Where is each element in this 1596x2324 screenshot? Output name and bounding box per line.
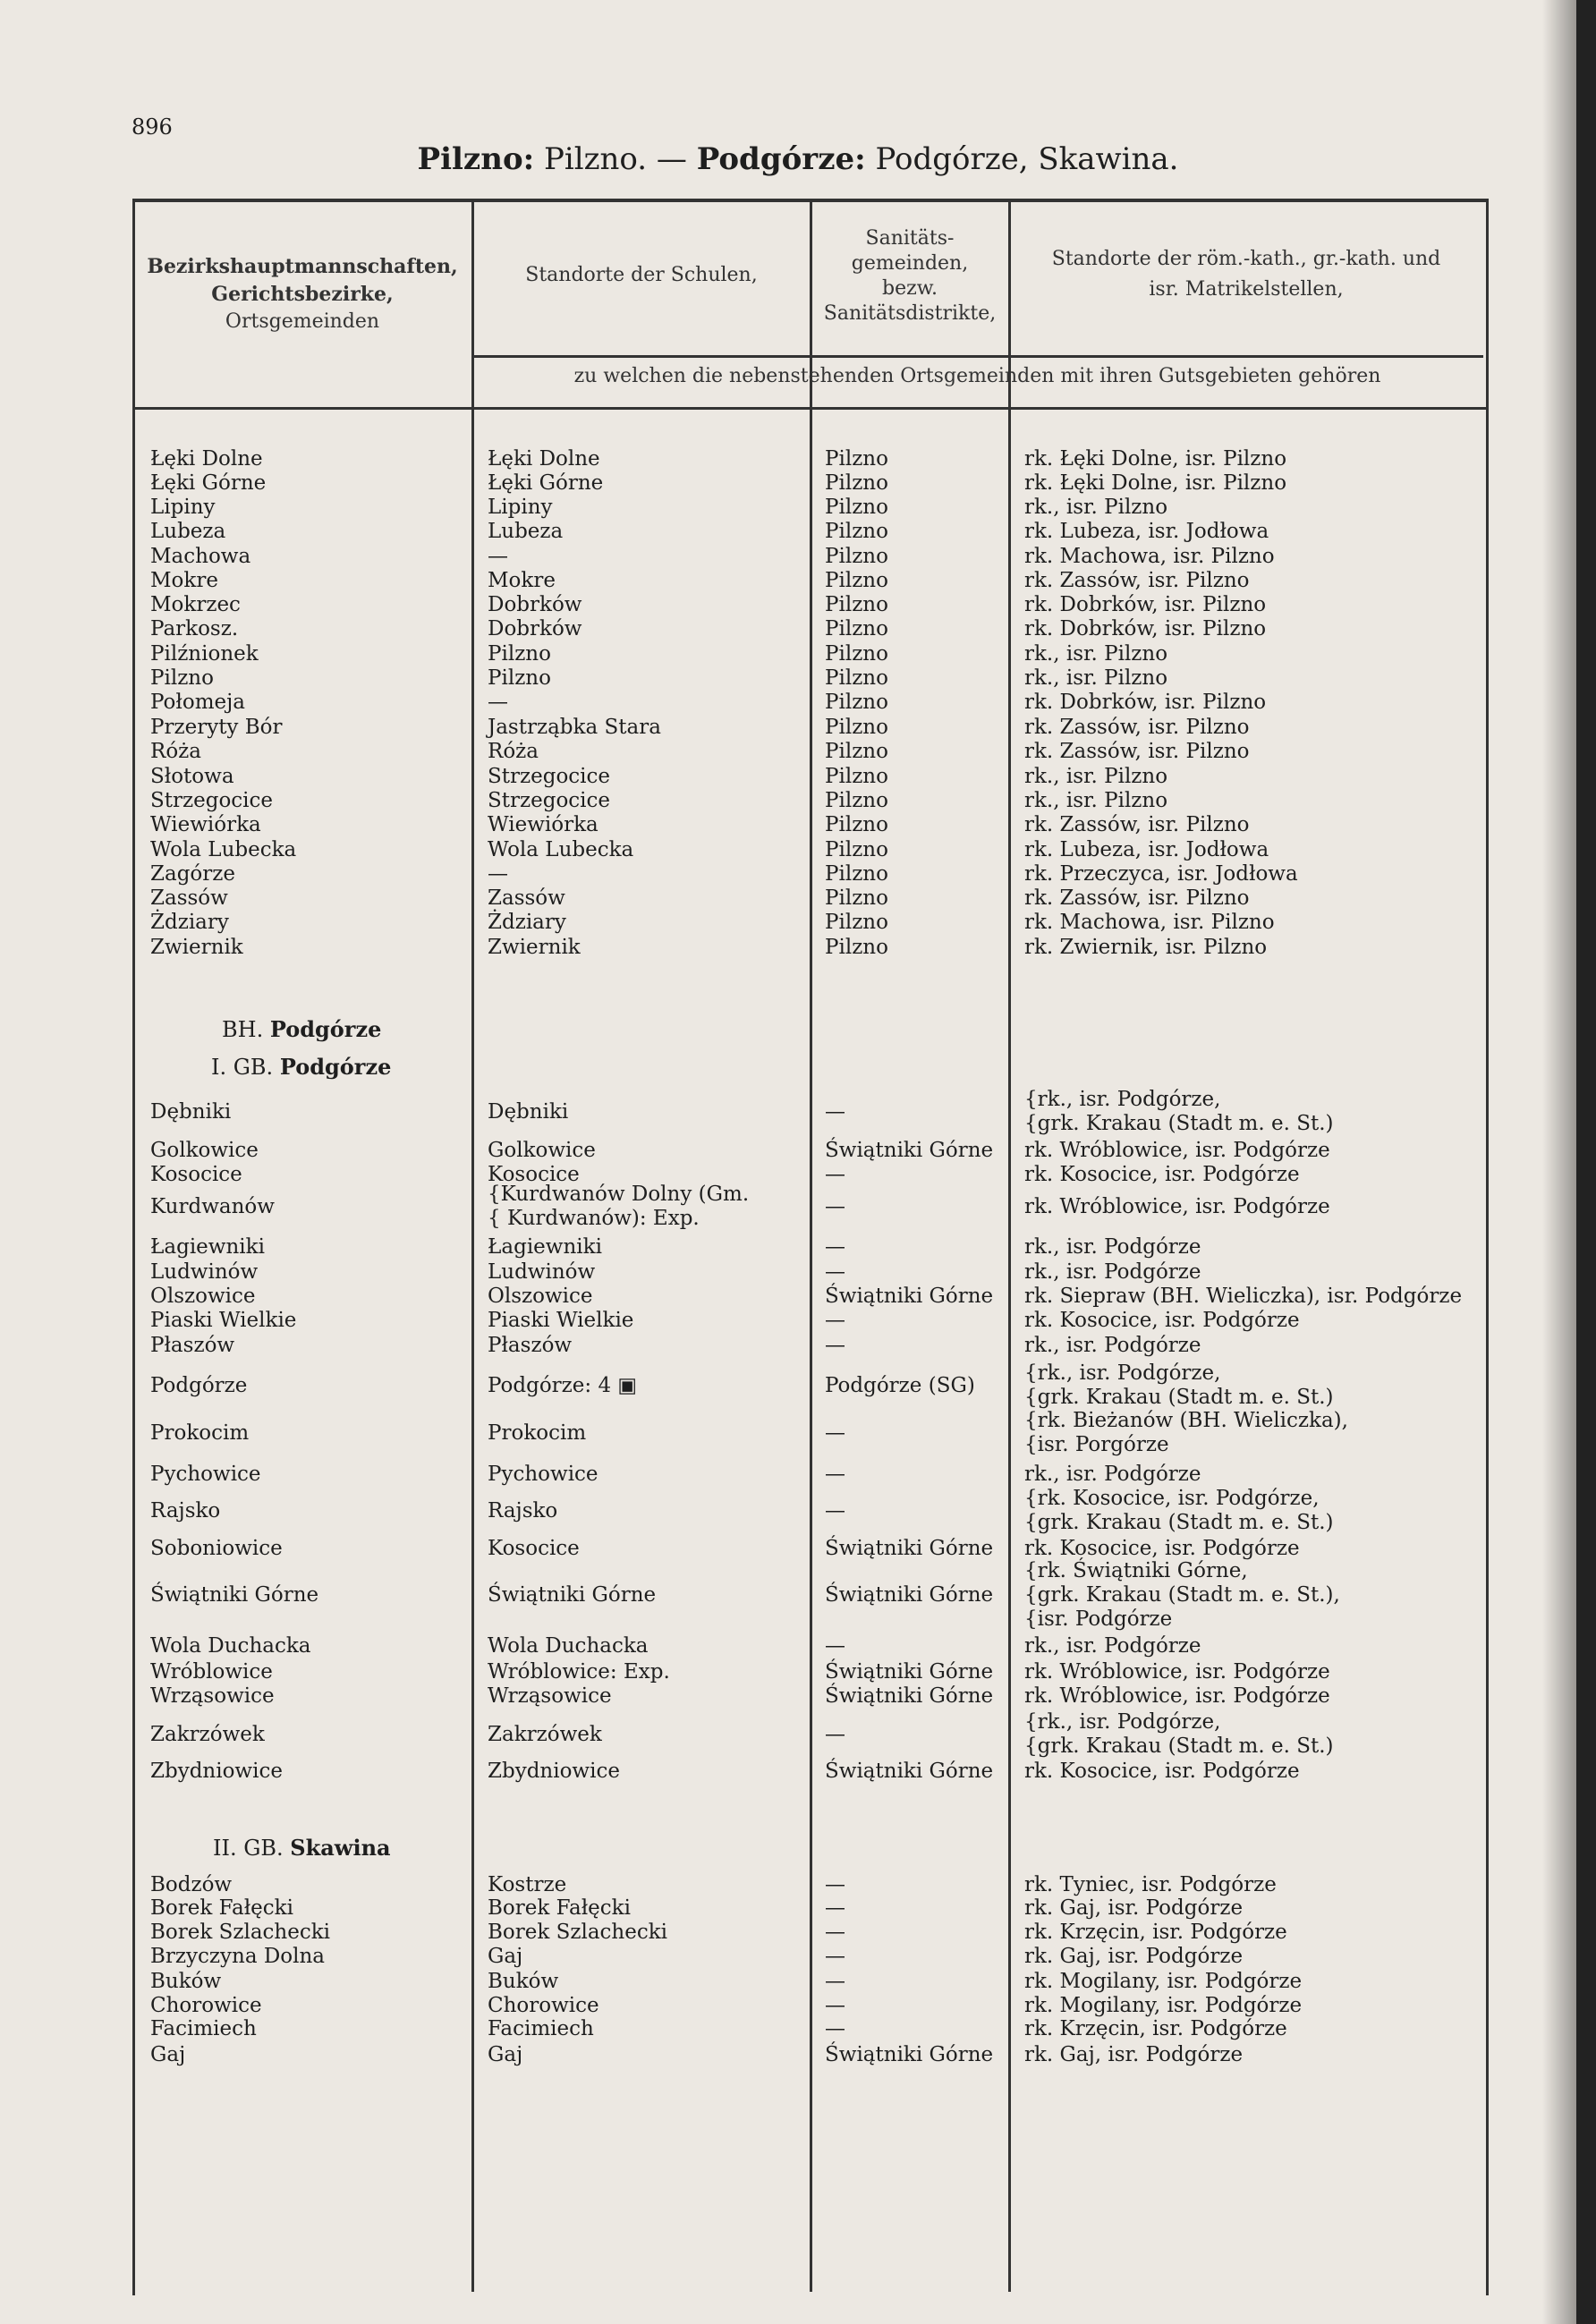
section-name: Podgórze [279, 1054, 392, 1080]
schule-cell: Ludwinów [488, 1260, 596, 1284]
schule-cell: Żdziary [488, 911, 566, 934]
section-heading-gb-skawina [213, 1835, 391, 1861]
section-prefix: II. GB. [213, 1836, 291, 1861]
schule-cell: Chorowice [488, 1994, 599, 2017]
schule-cell: Wola Duchacka [488, 1634, 649, 1658]
sanitat-cell: Pilzno [825, 716, 888, 739]
gemeinde-cell: Borek Szlachecki [150, 1921, 331, 1944]
sanitat-cell: Pilzno [825, 642, 888, 666]
matrikel-cell: rk. Dobrków, isr. Pilzno [1024, 593, 1267, 616]
sanitat-cell: Pilzno [825, 765, 888, 788]
matrikel-cell: rk. Łęki Dolne, isr. Pilzno [1024, 447, 1287, 471]
schule-cell: Piaski Wielkie [488, 1309, 634, 1332]
schule-cell: Buków [488, 1970, 559, 1993]
sanitat-cell: — [825, 1994, 845, 2017]
matrikel-cell: rk., isr. Pilzno [1024, 666, 1168, 690]
gemeinde-cell: Żdziary [150, 911, 229, 934]
schule-cell: Dębniki [488, 1100, 569, 1124]
sanitat-cell: — [825, 1634, 845, 1658]
sanitat-cell: — [825, 1195, 845, 1218]
column-rule-2 [810, 202, 812, 2292]
matrikel-cell: {rk., isr. Podgórze, [1024, 1710, 1221, 1734]
matrikel-cell: rk., isr. Podgórze [1024, 1334, 1201, 1357]
gemeinde-cell: Mokrzec [150, 593, 241, 616]
gemeinde-cell: Wróblowice [150, 1660, 273, 1684]
matrikel-cell: {grk. Krakau (Stadt m. e. St.) [1024, 1386, 1334, 1409]
sanitat-cell: Pilzno [825, 447, 888, 471]
gemeinde-cell: Kurdwanów [150, 1195, 275, 1218]
sanitat-cell: — [825, 1945, 845, 1968]
header-bottom-rule [132, 407, 1486, 410]
gemeinde-cell: Przeryty Bór [150, 716, 283, 739]
gemeinde-cell: Zwiernik [150, 936, 243, 959]
section-heading-gb-podgorze [211, 1054, 391, 1080]
gemeinde-cell: Zakrzówek [150, 1723, 265, 1746]
sanitat-cell: — [825, 1896, 845, 1920]
sanitat-cell: Pilzno [825, 911, 888, 934]
col1-line2: Gerichtsbezirke, [211, 283, 394, 306]
schule-cell: Strzegocice [488, 789, 611, 812]
matrikel-cell: rk. Wróblowice, isr. Podgórze [1024, 1684, 1330, 1708]
matrikel-cell: rk. Zassów, isr. Pilzno [1024, 740, 1250, 763]
matrikel-cell: rk., isr. Pilzno [1024, 765, 1168, 788]
matrikel-cell: {rk. Świątniki Górne, [1024, 1559, 1248, 1582]
gemeinde-cell: Łagiewniki [150, 1235, 265, 1259]
sanitat-cell: — [825, 1235, 845, 1259]
col4-line2: isr. Matrikelstellen, [1149, 278, 1344, 301]
schule-cell: — [488, 691, 508, 714]
schule-cell: Wiewiórka [488, 813, 598, 836]
sanitat-cell: Pilzno [825, 666, 888, 690]
gemeinde-cell: Dębniki [150, 1100, 232, 1124]
schule-cell: Borek Fałęcki [488, 1896, 631, 1920]
sanitat-cell: — [825, 2017, 845, 2040]
gemeinde-cell: Bodzów [150, 1873, 233, 1896]
col3-line4: Sanitätsdistrikte, [823, 302, 997, 325]
gemeinde-cell: Facimiech [150, 2017, 257, 2040]
sanitat-cell: Świątniki Górne [825, 1583, 994, 1607]
matrikel-cell: rk. Zassów, isr. Pilzno [1024, 886, 1250, 910]
section-heading-bh-podgorze [222, 1016, 381, 1042]
matrikel-cell: rk. Kosocice, isr. Podgórze [1024, 1309, 1300, 1332]
gemeinde-cell: Wola Duchacka [150, 1634, 311, 1658]
schule-cell: Gaj [488, 2043, 523, 2066]
sanitat-cell: — [825, 1260, 845, 1284]
sanitat-cell: Pilzno [825, 740, 888, 763]
schule-cell: Wrząsowice [488, 1684, 612, 1708]
matrikel-cell: rk. Przeczyca, isr. Jodłowa [1024, 862, 1298, 886]
schule-cell: Dobrków [488, 617, 582, 640]
col1-line3: Ortsgemeinden [225, 310, 380, 333]
column-header-matrikel [1012, 244, 1481, 305]
gemeinde-cell: Wola Lubecka [150, 838, 297, 861]
sanitat-cell: Pilzno [825, 569, 888, 592]
page-edge [1576, 0, 1596, 2324]
running-head [0, 141, 1596, 177]
schule-cell: Wola Lubecka [488, 838, 634, 861]
matrikel-cell: rk. Wróblowice, isr. Podgórze [1024, 1139, 1330, 1162]
matrikel-cell: rk., isr. Podgórze [1024, 1235, 1201, 1259]
matrikel-cell: rk. Mogilany, isr. Podgórze [1024, 1970, 1303, 1993]
matrikel-cell: rk. Zassów, isr. Pilzno [1024, 569, 1250, 592]
matrikel-cell: rk. Zassów, isr. Pilzno [1024, 813, 1250, 836]
schule-cell: Olszowice [488, 1285, 593, 1308]
matrikel-cell: {grk. Krakau (Stadt m. e. St.) [1024, 1511, 1334, 1534]
schule-cell: Płaszów [488, 1334, 573, 1357]
sanitat-cell: Pilzno [825, 813, 888, 836]
matrikel-cell: {grk. Krakau (Stadt m. e. St.) [1024, 1735, 1334, 1758]
column-header-schulen: Standorte der Schulen, [525, 264, 758, 286]
matrikel-cell: rk. Gaj, isr. Podgórze [1024, 1945, 1244, 1968]
col3-line2: gemeinden, [851, 252, 969, 275]
gemeinde-cell: Pychowice [150, 1463, 261, 1486]
sanitat-cell: — [825, 1163, 845, 1186]
matrikel-cell: {rk. Bieżanów (BH. Wieliczka), [1024, 1409, 1348, 1432]
page-number: 896 [132, 115, 173, 140]
matrikel-cell: rk. Siepraw (BH. Wieliczka), isr. Podgórze [1024, 1285, 1463, 1308]
sanitat-cell: Pilzno [825, 886, 888, 910]
gemeinde-cell: Pilźnionek [150, 642, 259, 666]
matrikel-cell: rk. Dobrków, isr. Pilzno [1024, 691, 1267, 714]
schule-cell: Kosocice [488, 1537, 580, 1560]
matrikel-cell: rk. Dobrków, isr. Pilzno [1024, 617, 1267, 640]
column-header-sanitat [813, 226, 1006, 327]
sanitat-cell: Świątniki Górne [825, 1139, 994, 1162]
matrikel-cell: {grk. Krakau (Stadt m. e. St.), [1024, 1583, 1340, 1607]
schule-cell: Gaj [488, 1945, 523, 1968]
schule-cell: Borek Szlachecki [488, 1921, 668, 1944]
schule-cell: Zbydniowice [488, 1760, 620, 1783]
sanitat-cell: Pilzno [825, 936, 888, 959]
matrikel-cell: {rk. Kosocice, isr. Podgórze, [1024, 1487, 1320, 1510]
column-rule-3 [1008, 202, 1011, 2292]
matrikel-cell: rk., isr. Pilzno [1024, 789, 1168, 812]
sanitat-cell: Pilzno [825, 691, 888, 714]
schule-cell: Mokre [488, 569, 556, 592]
gemeinde-cell: Gaj [150, 2043, 186, 2066]
gemeinde-cell: Soboniowice [150, 1537, 283, 1560]
schule-cell: Pilzno [488, 666, 551, 690]
sanitat-cell: Pilzno [825, 545, 888, 568]
sanitat-cell: Świątniki Górne [825, 1537, 994, 1560]
matrikel-cell: rk. Kosocice, isr. Podgórze [1024, 1760, 1300, 1783]
sanitat-cell: Świątniki Górne [825, 1660, 994, 1684]
matrikel-cell: rk. Lubeza, isr. Jodłowa [1024, 520, 1269, 543]
sanitat-cell: Świątniki Górne [825, 1285, 994, 1308]
sanitat-cell: Pilzno [825, 862, 888, 886]
schule-cell: Prokocim [488, 1421, 587, 1445]
schule-cell: Łęki Górne [488, 471, 604, 495]
sanitat-cell: — [825, 1100, 845, 1124]
column-header-gemeinden [136, 253, 469, 335]
matrikel-cell: rk., isr. Pilzno [1024, 496, 1168, 519]
gemeinde-cell: Słotowa [150, 765, 234, 788]
sanitat-cell: Świątniki Górne [825, 1684, 994, 1708]
matrikel-cell: rk., isr. Podgórze [1024, 1463, 1201, 1486]
matrikel-cell: rk., isr. Podgórze [1024, 1634, 1201, 1658]
sanitat-cell: Pilzno [825, 471, 888, 495]
col1-line1: Bezirkshauptmannschaften, [147, 255, 458, 278]
schule-cell: Zakrzówek [488, 1723, 602, 1746]
column-subheader: zu welchen die nebenstehenden Ortsgemeinden mit ihren Gutsgebieten gehören [573, 365, 1381, 387]
matrikel-cell: rk. Kosocice, isr. Podgórze [1024, 1163, 1300, 1186]
schule-cell: Pilzno [488, 642, 551, 666]
section-name: Podgórze [269, 1016, 382, 1042]
gemeinde-cell: Strzegocice [150, 789, 274, 812]
col3-line1: Sanitäts- [865, 227, 955, 250]
schule-cell: Łagiewniki [488, 1235, 602, 1259]
schule-cell: Dobrków [488, 593, 582, 616]
schule-cell: Strzegocice [488, 765, 611, 788]
schule-cell: Zwiernik [488, 936, 581, 959]
running-head-rest-1: Pilzno. — [534, 141, 697, 177]
sanitat-cell: Pilzno [825, 593, 888, 616]
schule-cell: Podgórze: 4 ▣ [488, 1374, 638, 1397]
section-prefix: BH. [222, 1017, 270, 1042]
sanitat-cell: Pilzno [825, 617, 888, 640]
sanitat-cell: Pilzno [825, 838, 888, 861]
matrikel-cell: rk. Machowa, isr. Pilzno [1024, 545, 1275, 568]
gemeinde-cell: Mokre [150, 569, 218, 592]
schule-cell: Wróblowice: Exp. [488, 1660, 670, 1684]
schule-cell: Rajsko [488, 1499, 558, 1522]
matrikel-cell: rk. Krzęcin, isr. Podgórze [1024, 1921, 1287, 1944]
matrikel-cell: {grk. Krakau (Stadt m. e. St.) [1024, 1112, 1334, 1135]
schule-cell: Pychowice [488, 1463, 598, 1486]
schule-cell-continued: { Kurdwanów): Exp. [488, 1207, 700, 1230]
sanitat-cell: — [825, 1463, 845, 1486]
gemeinde-cell: Chorowice [150, 1994, 262, 2017]
sanitat-cell: Pilzno [825, 520, 888, 543]
matrikel-cell: rk. Kosocice, isr. Podgórze [1024, 1537, 1300, 1560]
matrikel-cell: {isr. Podgórze [1024, 1607, 1173, 1631]
gemeinde-cell: Lubeza [150, 520, 226, 543]
sanitat-cell: Pilzno [825, 789, 888, 812]
gemeinde-cell: Parkosz. [150, 617, 239, 640]
schule-cell: — [488, 545, 508, 568]
schule-cell: Kostrze [488, 1873, 567, 1896]
matrikel-cell: rk. Łęki Dolne, isr. Pilzno [1024, 471, 1287, 495]
gemeinde-cell: Świątniki Górne [150, 1583, 319, 1607]
schule-cell: Kosocice [488, 1163, 580, 1186]
gemeinde-cell: Olszowice [150, 1285, 256, 1308]
matrikel-cell: rk. Machowa, isr. Pilzno [1024, 911, 1275, 934]
matrikel-cell: rk. Wróblowice, isr. Podgórze [1024, 1195, 1330, 1218]
running-head-rest-2: Podgórze, Skawina. [865, 141, 1179, 177]
schule-cell: {Kurdwanów Dolny (Gm. [488, 1183, 750, 1206]
gemeinde-cell: Buków [150, 1970, 222, 1993]
schule-cell: Lubeza [488, 520, 564, 543]
sanitat-cell: — [825, 1970, 845, 1993]
matrikel-cell: {isr. Porgórze [1024, 1433, 1169, 1456]
running-head-district-2: Podgórze: [696, 141, 866, 177]
gemeinde-cell: Rajsko [150, 1499, 221, 1522]
schule-cell: Jastrząbka Stara [488, 716, 661, 739]
schule-cell: — [488, 862, 508, 886]
sanitat-cell: — [825, 1499, 845, 1522]
matrikel-cell: rk. Zwiernik, isr. Pilzno [1024, 936, 1268, 959]
gemeinde-cell: Golkowice [150, 1139, 259, 1162]
schule-cell: Łęki Dolne [488, 447, 600, 471]
sanitat-cell: Świątniki Górne [825, 2043, 994, 2066]
gemeinde-cell: Podgórze [150, 1374, 248, 1397]
matrikel-cell: rk., isr. Pilzno [1024, 642, 1168, 666]
gemeinde-cell: Machowa [150, 545, 251, 568]
schule-cell: Świątniki Górne [488, 1583, 657, 1607]
sanitat-cell: Podgórze (SG) [825, 1374, 975, 1397]
gemeinde-cell: Połomeja [150, 691, 245, 714]
sanitat-cell: — [825, 1873, 845, 1896]
sanitat-cell: Pilzno [825, 496, 888, 519]
gemeinde-cell: Kosocice [150, 1163, 242, 1186]
matrikel-cell: rk. Krzęcin, isr. Podgórze [1024, 2017, 1287, 2040]
matrikel-cell: {rk., isr. Podgórze, [1024, 1088, 1221, 1111]
schule-cell: Golkowice [488, 1139, 596, 1162]
gemeinde-cell: Brzyczyna Dolna [150, 1945, 326, 1968]
matrikel-cell: rk., isr. Podgórze [1024, 1260, 1201, 1284]
subheader-rule [471, 355, 1483, 358]
col3-line3: bezw. [882, 277, 938, 300]
gemeinde-cell: Prokocim [150, 1421, 250, 1445]
schule-cell: Facimiech [488, 2017, 594, 2040]
gemeinde-cell: Zagórze [150, 862, 235, 886]
col4-line1: Standorte der röm.-kath., gr.-kath. und [1051, 248, 1441, 270]
gemeinde-cell: Lipiny [150, 496, 216, 519]
sanitat-cell: — [825, 1921, 845, 1944]
matrikel-cell: rk. Gaj, isr. Podgórze [1024, 2043, 1244, 2066]
matrikel-cell: rk. Gaj, isr. Podgórze [1024, 1896, 1244, 1920]
schule-cell: Lipiny [488, 496, 553, 519]
gemeinde-cell: Łęki Górne [150, 471, 267, 495]
matrikel-cell: rk. Zassów, isr. Pilzno [1024, 716, 1250, 739]
gemeinde-cell: Róża [150, 740, 201, 763]
section-prefix: I. GB. [211, 1055, 280, 1080]
sanitat-cell: — [825, 1309, 845, 1332]
gemeinde-cell: Wrząsowice [150, 1684, 275, 1708]
matrikel-cell: rk. Lubeza, isr. Jodłowa [1024, 838, 1269, 861]
gemeinde-cell: Pilzno [150, 666, 214, 690]
sanitat-cell: — [825, 1334, 845, 1357]
gemeinde-cell: Borek Fałęcki [150, 1896, 293, 1920]
gemeinde-cell: Wiewiórka [150, 813, 261, 836]
gemeinde-cell: Zbydniowice [150, 1760, 283, 1783]
gemeinde-cell: Piaski Wielkie [150, 1309, 297, 1332]
gemeinde-cell: Łęki Dolne [150, 447, 263, 471]
column-rule-1 [471, 202, 474, 2292]
gemeinde-cell: Zassów [150, 886, 228, 910]
sanitat-cell: Świątniki Górne [825, 1760, 994, 1783]
gemeinde-cell: Ludwinów [150, 1260, 259, 1284]
matrikel-cell: rk. Mogilany, isr. Podgórze [1024, 1994, 1303, 2017]
sanitat-cell: — [825, 1421, 845, 1445]
matrikel-cell: rk. Wróblowice, isr. Podgórze [1024, 1660, 1330, 1684]
running-head-district-1: Pilzno: [417, 141, 535, 177]
gemeinde-cell: Płaszów [150, 1334, 235, 1357]
matrikel-cell: rk. Tyniec, isr. Podgórze [1024, 1873, 1277, 1896]
section-name: Skawina [290, 1835, 391, 1861]
matrikel-cell: {rk., isr. Podgórze, [1024, 1361, 1221, 1385]
schule-cell: Zassów [488, 886, 565, 910]
sanitat-cell: — [825, 1723, 845, 1746]
schule-cell: Róża [488, 740, 539, 763]
